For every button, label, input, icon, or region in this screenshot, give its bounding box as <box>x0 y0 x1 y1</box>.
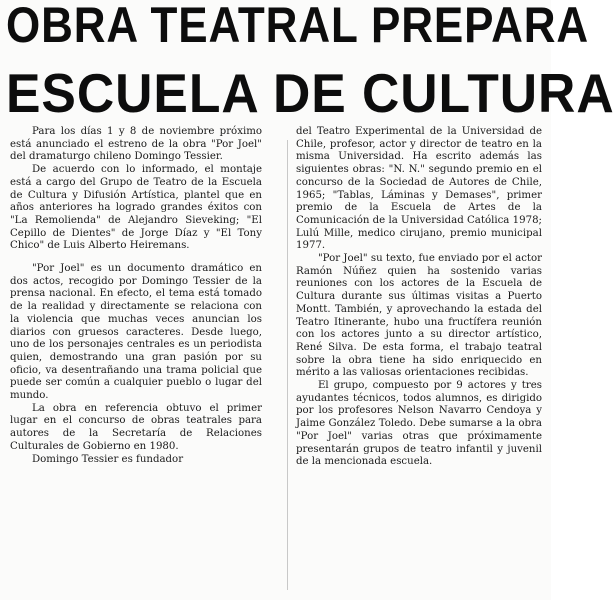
paragraph: El grupo, compuesto por 9 actores y tres ayudantes técnicos, todos alumnos, es dirigido por los profesores Nelson Navarro Cendoya y Jaime González Toledo. Debe sumarse a la obra "Por Joel" varias otras que próximamente presentarán grupos de teatro infantil y juvenil de la mencionada escuela. <box>296 380 542 468</box>
paragraph: La obra en referencia obtuvo el primer lugar en el concurso de obras teatrales para autores de la Secretaría de Relaciones Culturales de Gobierno en 1980. <box>10 402 262 452</box>
column-divider <box>287 140 288 590</box>
paragraph: del Teatro Experimental de la Universidad de Chile, profesor, actor y director de teatro en la misma Universidad. Ha escrito además las siguientes obras: "N. N." segundo premio en el concurso de la Sociedad de Autores de Chile, 1965; "Tablas, Láminas y Demases", primer premio de la Escuela de Artes de la Comunicación de la Universidad Católica 1978; Lulú Mille, medico cirujano, premio municipal 1977. <box>296 126 542 252</box>
paragraph: "Por Joel" es un documento dramático en dos actos, recogido por Domingo Tessier de la prensa nacional. En efecto, el tema está tomado de la realidad y directamente se relaciona con la violencia que muchas veces anuncian los diarios con gruesos caracteres. Desde luego, uno de los personajes centrales es un periodista quien, demostrando una gran pasión por su oficio, va desentrañando una trama policial que puede ser común a cualquier pueblo o lugar del mundo. <box>10 263 262 402</box>
paragraph: "Por Joel" su texto, fue enviado por el actor Ramón Núñez quien ha sostenido varias reuniones con los actores de la Escuela de Cultura durante sus últimas visitas a Puerto Montt. También, y aprovechando la estada del Teatro Itinerante, hubo una fructífera reunión con los actores junto a su director artístico, René Silva. De esta forma, el trabajo teatral sobre la obra tiene ha sido enriquecido en mérito a las valiosas orientaciones recibidas. <box>296 253 542 379</box>
paragraph: Para los días 1 y 8 de noviembre próximo está anunciado el estreno de la obra "Por Joel" del dramaturgo chileno Domingo Tessier. <box>10 126 262 163</box>
headline-line-2: ESCUELA DE CULTURA <box>6 62 615 124</box>
left-column <box>10 126 262 466</box>
paragraph: De acuerdo con lo informado, el montaje está a cargo del Grupo de Teatro de la Escuela de Cultura y Difusión Artística, plantel que en años anteriores ha logrado grandes éxitos con "La Remolienda" de Alejandro Sieveking; "El Cepillo de Dientes" de Jorge Díaz y "El Tony Chico" de Luis Alberto Heiremans. <box>10 164 262 252</box>
paragraph: Domingo Tessier es fundador <box>32 453 184 465</box>
headline-line-1: OBRA TEATRAL PREPARA <box>6 0 590 53</box>
right-column <box>296 126 542 469</box>
